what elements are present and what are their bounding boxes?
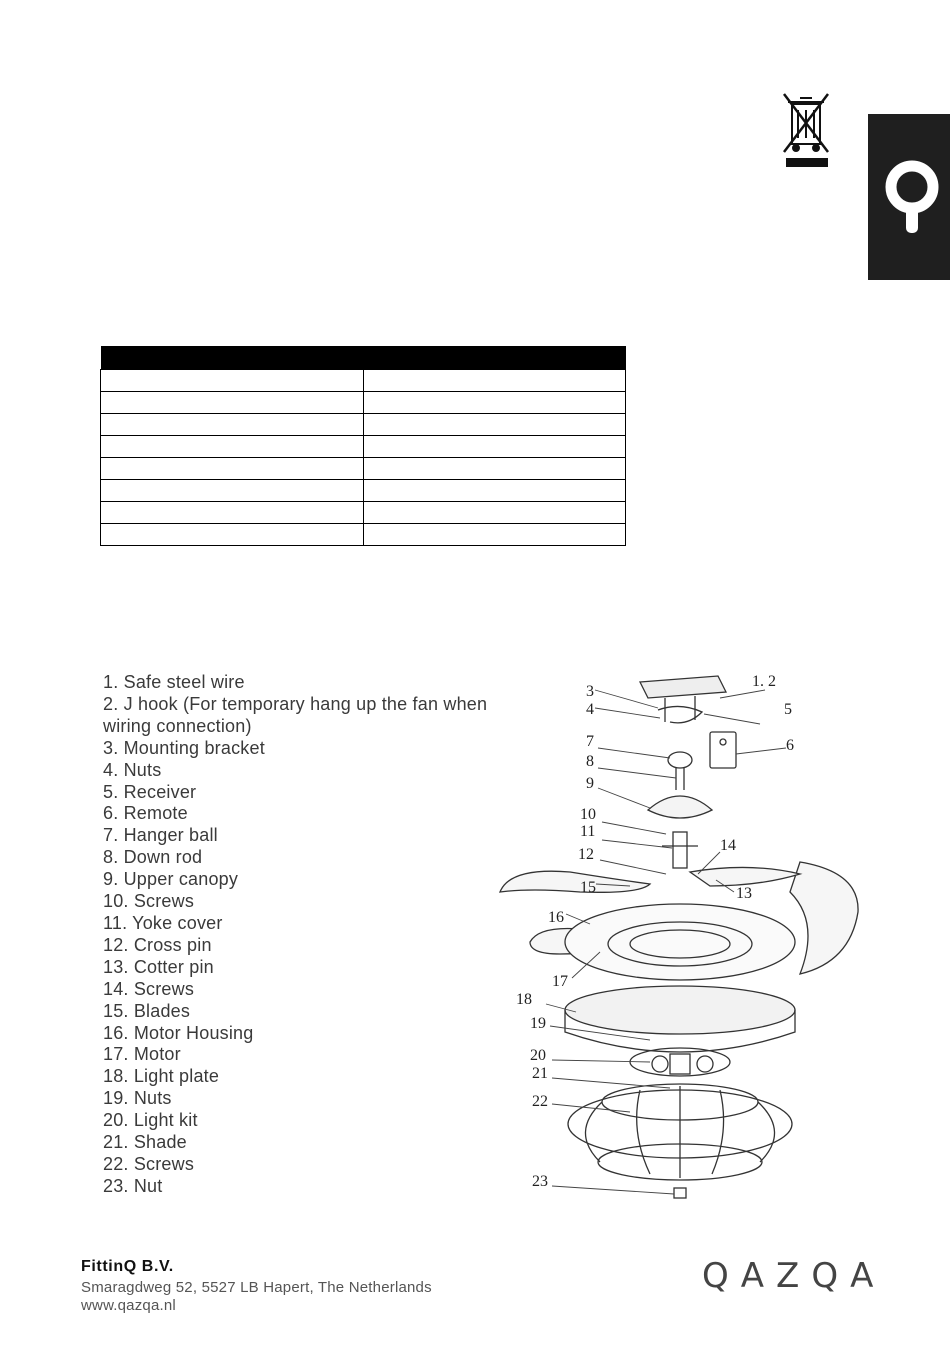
- table-row: [101, 524, 626, 546]
- callout-label: 11: [580, 823, 596, 840]
- list-item: 23. Nut: [103, 1175, 163, 1196]
- list-item: 15. Blades: [103, 1000, 191, 1021]
- website-link[interactable]: www.qazqa.nl: [81, 1297, 176, 1314]
- list-item: 3. Mounting bracket: [103, 737, 265, 758]
- company-name: FittinQ B.V.: [81, 1258, 174, 1275]
- weee-disposal-icon: [780, 92, 832, 172]
- callout-label: 19: [530, 1015, 546, 1032]
- callout-label: 14: [720, 837, 736, 854]
- list-item: 13. Cotter pin: [103, 956, 214, 977]
- spec-table: [100, 346, 626, 546]
- callout-label: 1. 2: [752, 673, 776, 690]
- list-item: 7. Hanger ball: [103, 825, 218, 846]
- list-item: 2. J hook (For temporary hang up the fan when: [103, 693, 488, 714]
- list-item: 12. Cross pin: [103, 934, 212, 955]
- list-item: 11. Yoke cover: [103, 912, 223, 933]
- list-item: 19. Nuts: [103, 1088, 172, 1109]
- list-item: 4. Nuts: [103, 759, 162, 780]
- table-row: [101, 502, 626, 524]
- callout-label: 16: [548, 909, 564, 926]
- callout-label: 5: [784, 701, 792, 718]
- list-item: 20. Light kit: [103, 1110, 198, 1131]
- callout-label: 22: [532, 1093, 548, 1110]
- callout-label: 4: [586, 701, 594, 718]
- callout-label: 7: [586, 733, 594, 750]
- list-item: 14. Screws: [103, 978, 195, 999]
- list-item: 6. Remote: [103, 803, 188, 824]
- table-row: [101, 370, 626, 392]
- exploded-fan-diagram: [490, 662, 870, 1217]
- list-item: 21. Shade: [103, 1132, 187, 1153]
- list-item: 16. Motor Housing: [103, 1022, 254, 1043]
- list-item: 10. Screws: [103, 891, 195, 912]
- list-item: 17. Motor: [103, 1044, 181, 1065]
- list-item: 9. Upper canopy: [103, 869, 239, 890]
- callout-label: 21: [532, 1065, 548, 1082]
- qazqa-q-icon: [876, 159, 942, 239]
- callout-label: 8: [586, 753, 594, 770]
- table-row: [101, 392, 626, 414]
- callout-label: 18: [516, 991, 532, 1008]
- callout-label: 15: [580, 879, 596, 896]
- qazqa-logo: QAZQA: [702, 1256, 886, 1296]
- list-item: 1. Safe steel wire: [103, 672, 245, 692]
- list-item: 8. Down rod: [103, 847, 203, 868]
- table-row: [101, 480, 626, 502]
- callout-label: 9: [586, 775, 594, 792]
- table-header-row: [101, 346, 626, 370]
- parts-list: [103, 672, 487, 1198]
- list-item: 5. Receiver: [103, 781, 197, 802]
- callout-label: 10: [580, 806, 596, 823]
- table-row: [101, 414, 626, 436]
- callout-label: 23: [532, 1173, 548, 1190]
- callout-label: 3: [586, 683, 594, 700]
- callout-label: 17: [552, 973, 568, 990]
- callout-label: 12: [578, 846, 594, 863]
- brand-tab: [868, 114, 950, 280]
- footer: [81, 1258, 432, 1314]
- list-item: 22. Screws: [103, 1153, 195, 1174]
- callout-label: 13: [736, 885, 752, 902]
- list-item: wiring connection): [103, 715, 252, 736]
- callout-label: 6: [786, 737, 794, 754]
- callout-label: 20: [530, 1047, 546, 1064]
- table-row: [101, 458, 626, 480]
- list-item: 18. Light plate: [103, 1066, 220, 1087]
- table-row: [101, 436, 626, 458]
- company-address: Smaragdweg 52, 5527 LB Hapert, The Netherlands: [81, 1279, 432, 1296]
